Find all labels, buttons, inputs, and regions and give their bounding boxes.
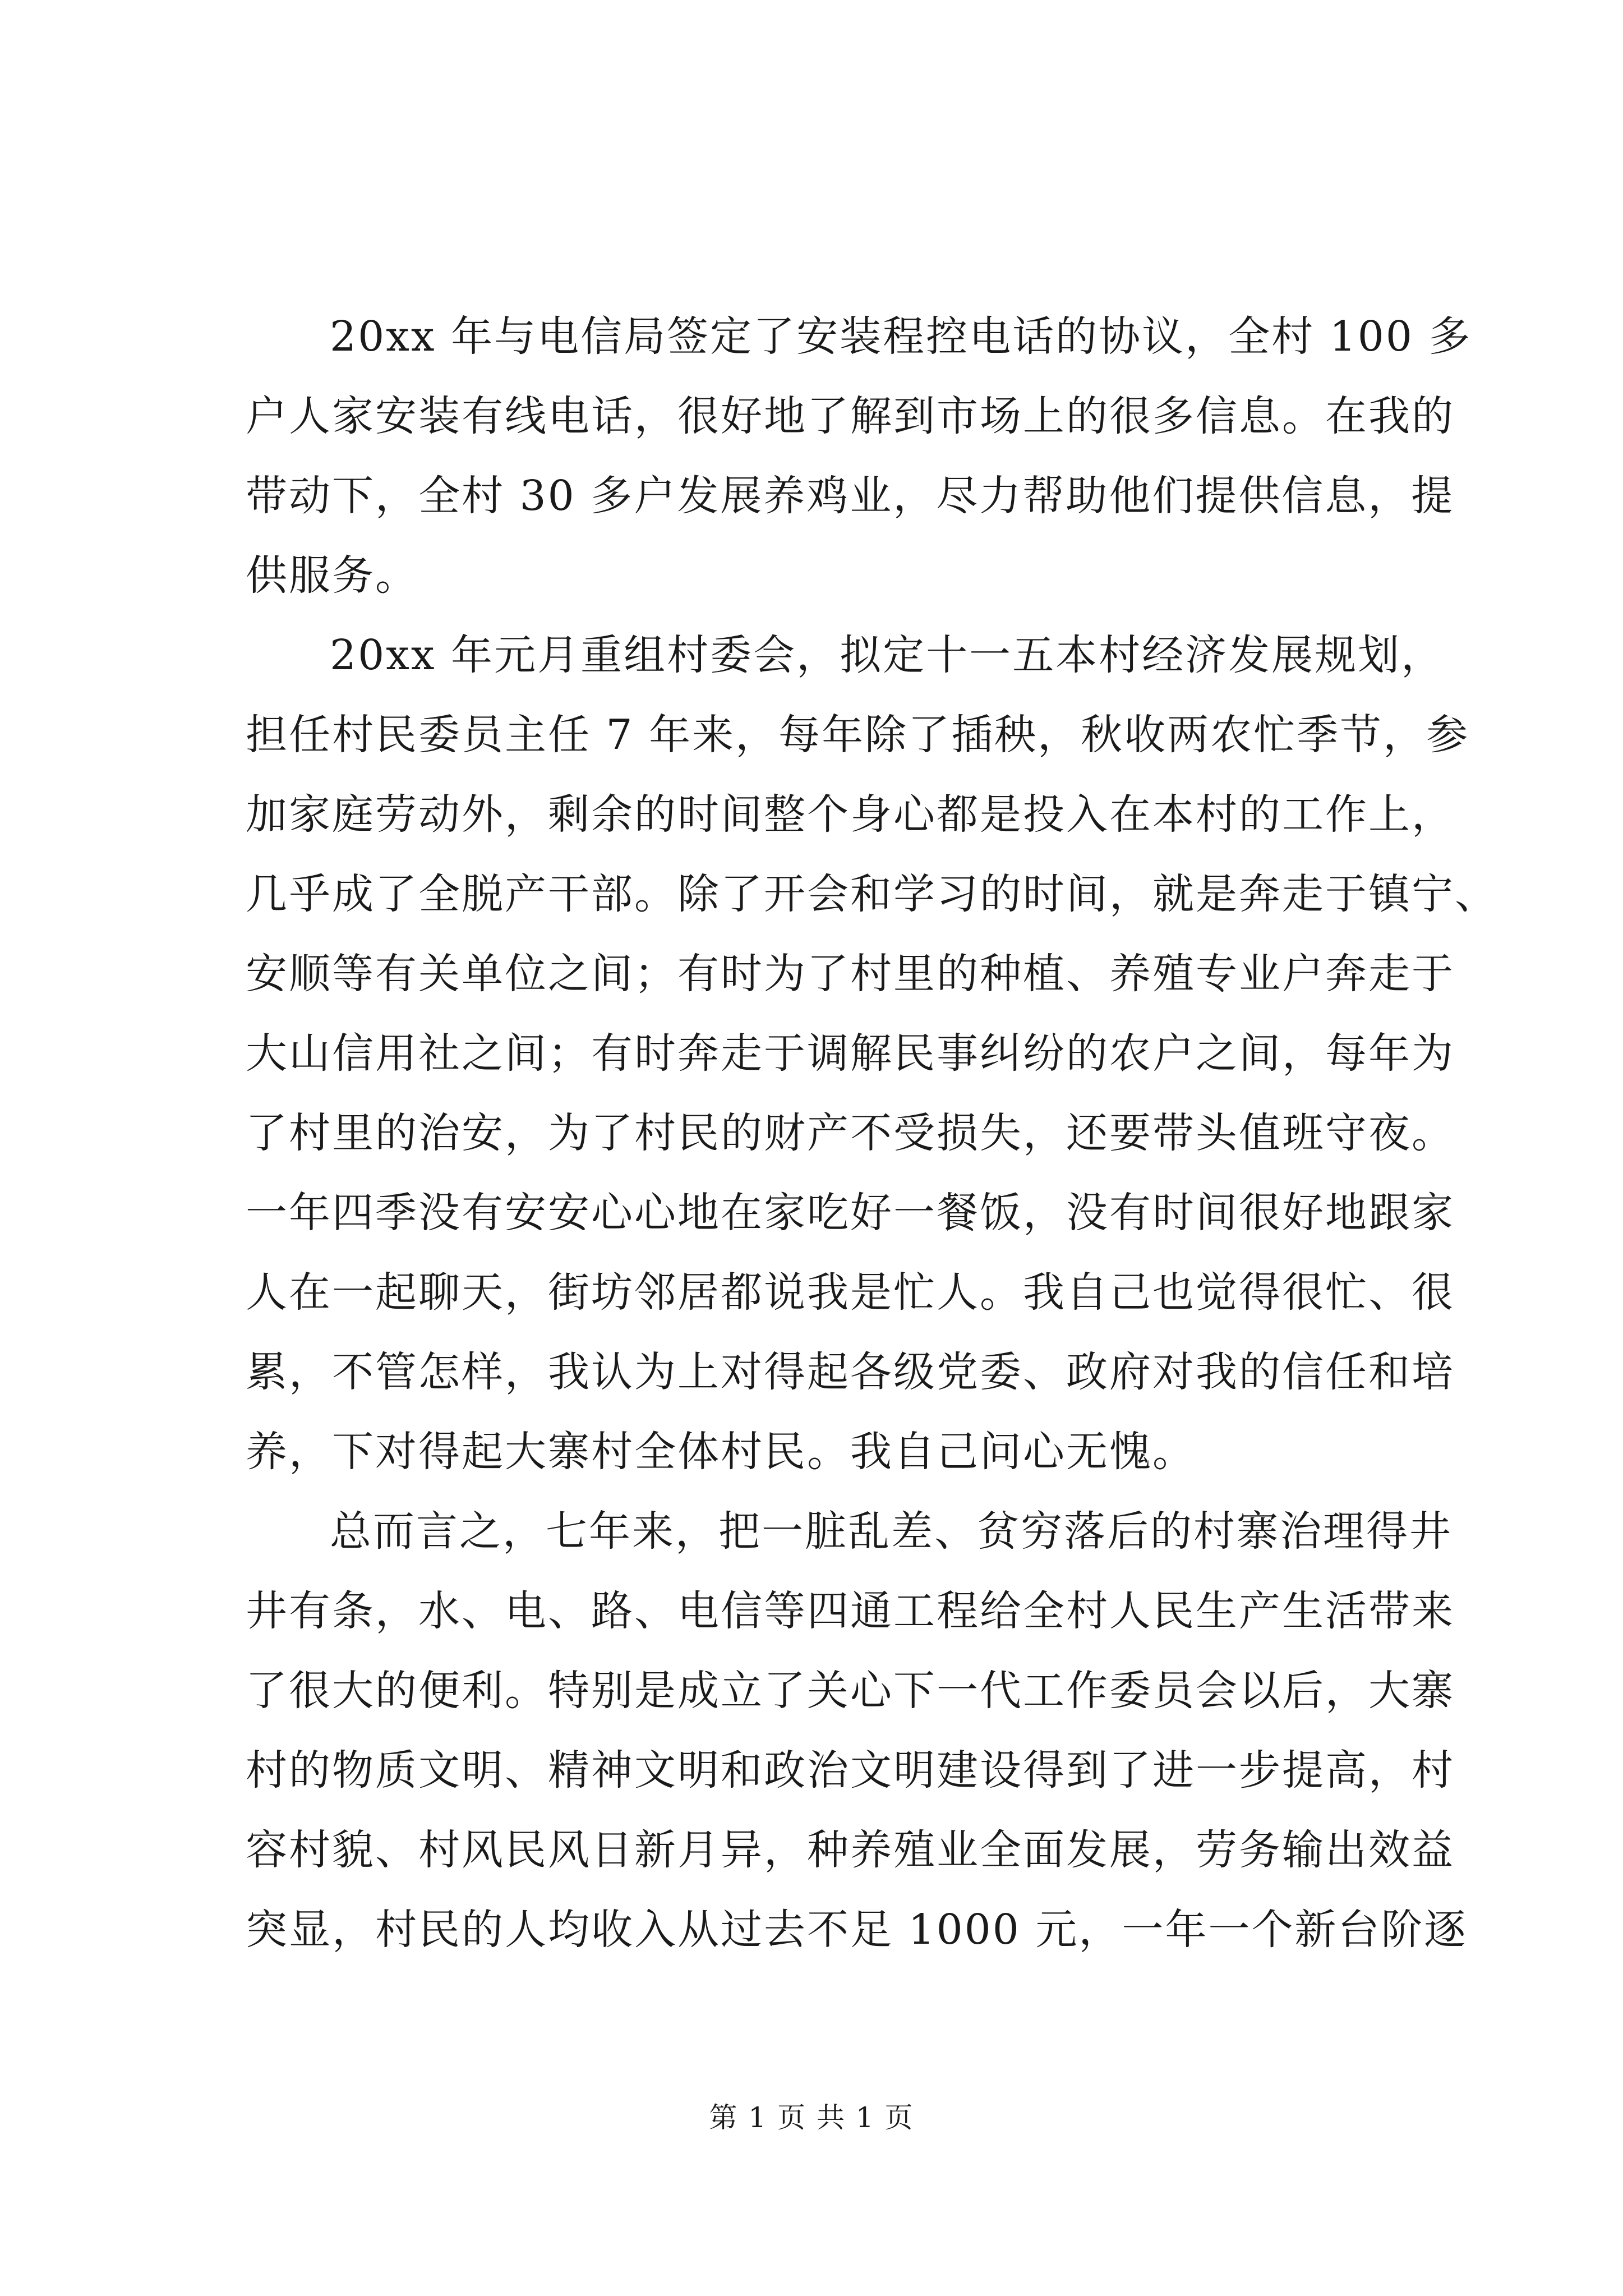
paragraph-3: [246, 1492, 1468, 1970]
text-line: 20xx 年元月重组村委会，拟定十一五本村经济发展规划，: [330, 631, 1445, 679]
text-line: 养，下对得起大寨村全体村民。我自己问心无愧。: [246, 1428, 1196, 1476]
text-line: 总而言之，七年来，把一脏乱差、贫穷落后的村寨治理得井: [330, 1507, 1453, 1556]
text-line: 担任村民委员主任 7 年来，每年除了插秧，秋收两农忙季节，参: [246, 711, 1470, 759]
paragraph-1: [246, 297, 1472, 615]
text-line: 带动下，全村 30 多户发展养鸡业，尽力帮助他们提供信息，提: [246, 472, 1455, 520]
text-line: 村的物质文明、精神文明和政治文明建设得到了进一步提高，村: [246, 1746, 1455, 1795]
text-line: 几乎成了全脱产干部。除了开会和学习的时间，就是奔走于镇宁、: [246, 870, 1498, 918]
text-line: 户人家安装有线电话，很好地了解到市场上的很多信息。在我的: [246, 392, 1455, 440]
text-line: 了村里的治安，为了村民的财产不受损失，还要带头值班守夜。: [246, 1109, 1455, 1157]
text-line: 20xx 年与电信局签定了安装程控电话的协议，全村 100 多: [330, 312, 1472, 361]
text-line: 井有条，水、电、路、电信等四通工程给全村人民生产生活带来: [246, 1587, 1455, 1635]
text-line: 人在一起聊天，街坊邻居都说我是忙人。我自己也觉得很忙、很: [246, 1268, 1455, 1317]
text-line: 供服务。: [246, 551, 418, 600]
page-footer: [0, 2095, 1623, 2136]
text-line: 累，不管怎样，我认为上对得起各级党委、政府对我的信任和培: [246, 1348, 1455, 1396]
text-line: 突显，村民的人均收入从过去不足 1000 元，一年一个新台阶逐: [246, 1906, 1468, 1954]
text-line: 大山信用社之间；有时奔走于调解民事纠纷的农户之间，每年为: [246, 1029, 1455, 1078]
text-line: 加家庭劳动外，剩余的时间整个身心都是投入在本村的工作上，: [246, 790, 1455, 839]
text-line: 容村貌、村风民风日新月异，种养殖业全面发展，劳务输出效益: [246, 1826, 1455, 1874]
page-number: 第 1 页 共 1 页: [709, 2101, 914, 2134]
text-line: 了很大的便利。特别是成立了关心下一代工作委员会以后，大寨: [246, 1667, 1455, 1715]
paragraph-2: [246, 615, 1498, 1492]
text-line: 安顺等有关单位之间；有时为了村里的种植、养殖专业户奔走于: [246, 950, 1455, 998]
text-line: 一年四季没有安安心心地在家吃好一餐饭，没有时间很好地跟家: [246, 1189, 1455, 1237]
document-body: [246, 297, 1498, 1970]
